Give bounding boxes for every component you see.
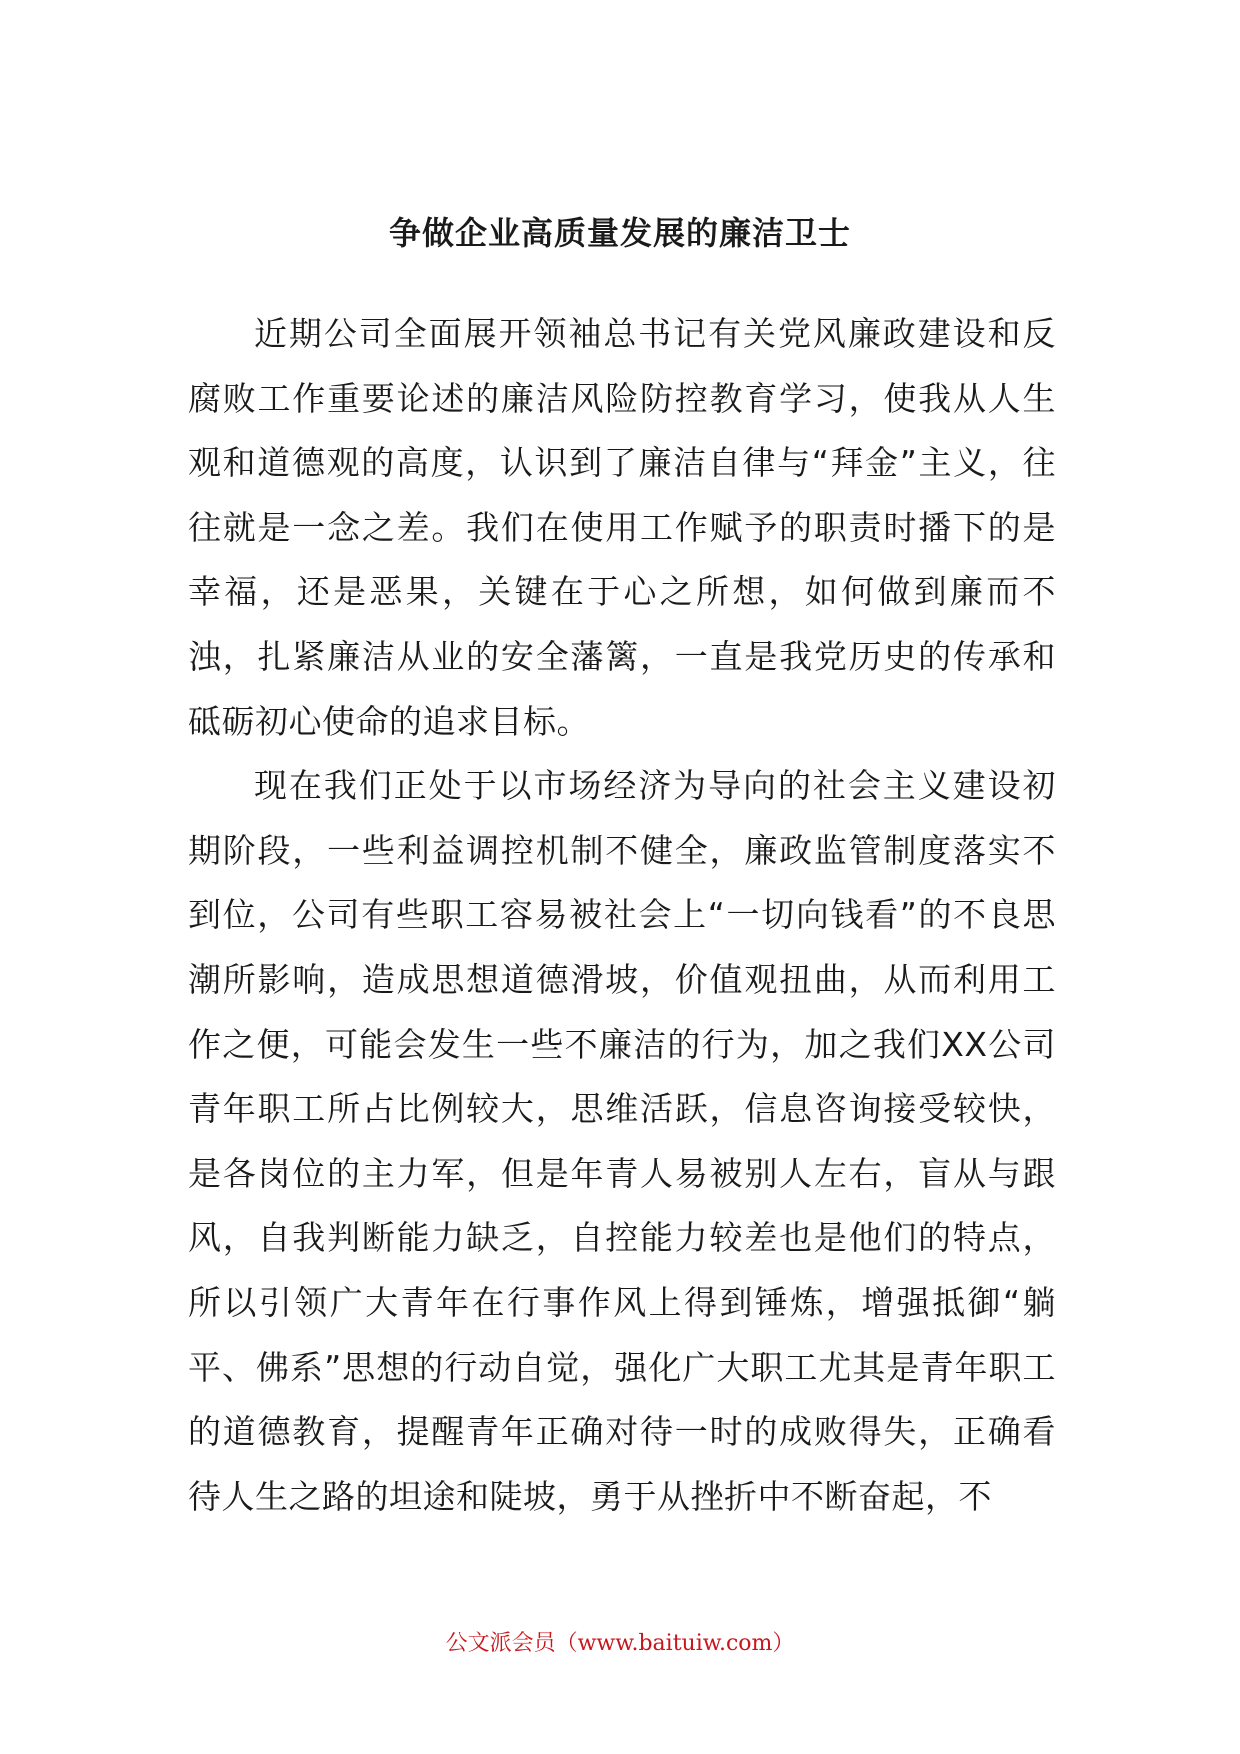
document-body: [188, 302, 1056, 1529]
paragraph-1: 近期公司全面展开领袖总书记有关党风廉政建设和反腐败工作重要论述的廉洁风险防控教育学习，使我从人生观和道德观的高度，认识到了廉洁自律与“拜金”主义，往往就是一念之差。我们在使用工作赋予的职责时播下的是幸福，还是恶果，关键在于心之所想，如何做到廉而不浊，扎紧廉洁从业的安全藩篱，一直是我党历史的传承和砥砺初心使命的追求目标。: [188, 314, 1056, 741]
footer-watermark-text: 公文派会员（www.baituiw.com）: [445, 1631, 795, 1656]
paragraph-2: 现在我们正处于以市场经济为导向的社会主义建设初期阶段，一些利益调控机制不健全，廉政监管制度落实不到位，公司有些职工容易被社会上“一切向钱看”的不良思潮所影响，造成思想道德滑坡，价值观扭曲，从而利用工作之便，可能会发生一些不廉洁的行为，加之我们XX公司青年职工所占比例较大，思维活跃，信息咨询接受较快，是各岗位的主力军，但是年青人易被别人左右，盲从与跟风，自我判断能力缺乏，自控能力较差也是他们的特点，所以引领广大青年在行事作风上得到锤炼，增强抵御“躺平、佛系”思想的行动自觉，强化广大职工尤其是青年职工的道德教育，提醒青年正确对待一时的成败得失，正确看待人生之路的坦途和陡坡，勇于从挫折中不断奋起，不: [188, 766, 1056, 1516]
document-title: 争做企业高质量发展的廉洁卫士: [388, 214, 851, 252]
